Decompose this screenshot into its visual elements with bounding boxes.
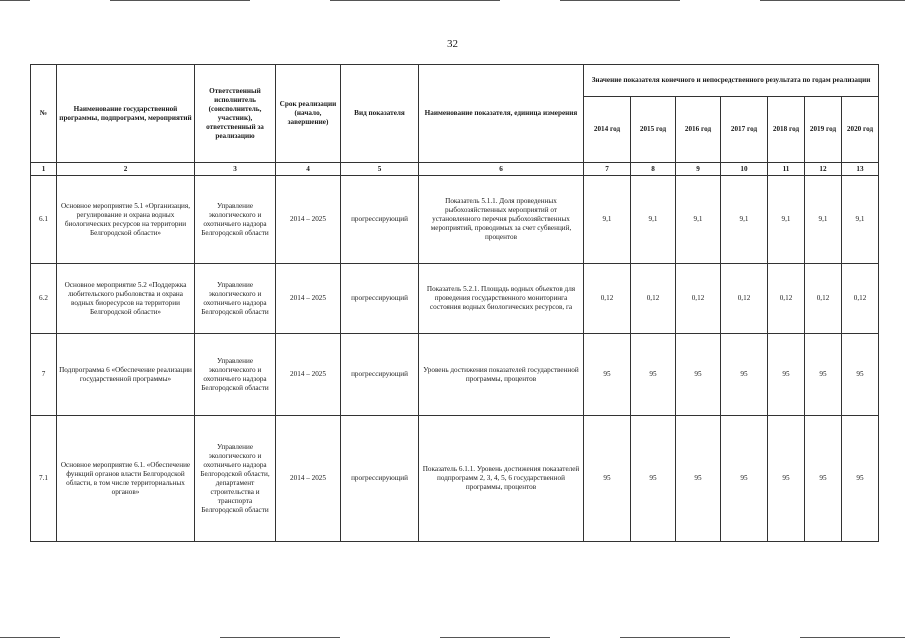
row-value: 95 (676, 416, 721, 542)
table-row (31, 416, 879, 542)
row-value: 9,1 (676, 176, 721, 264)
table-row (31, 334, 879, 416)
row-type: прогрессирующий (341, 334, 419, 416)
row-value: 95 (842, 416, 879, 542)
header-indicator: Наименование показателя, единица измерения (419, 65, 584, 163)
row-term: 2014 – 2025 (276, 416, 341, 542)
header-year: 2016 год (676, 97, 721, 163)
header-year: 2017 год (721, 97, 768, 163)
row-value: 0,12 (805, 264, 842, 334)
header-values-group: Значение показателя конечного и непосредственного результата по годам реализации (584, 65, 879, 97)
column-number: 9 (676, 163, 721, 176)
header-year: 2019 год (805, 97, 842, 163)
scan-edge-line (110, 0, 250, 1)
header-year: 2018 год (768, 97, 805, 163)
scan-edge-line (620, 637, 730, 638)
scan-edge-line (220, 637, 340, 638)
column-number: 10 (721, 163, 768, 176)
row-type: прогрессирующий (341, 176, 419, 264)
scan-edge-line (800, 637, 905, 638)
row-value: 9,1 (842, 176, 879, 264)
row-value: 95 (676, 334, 721, 416)
row-indicator: Показатель 5.2.1. Площадь водных объектов для проведения государственного мониторинга состояния водных биологических ресурсов, га (419, 264, 584, 334)
row-value: 95 (805, 334, 842, 416)
row-responsible: Управление экологического и охотничьего надзора Белгородской области (195, 334, 276, 416)
column-number: 3 (195, 163, 276, 176)
row-value: 95 (768, 416, 805, 542)
header-year: 2015 год (631, 97, 676, 163)
row-value: 95 (721, 334, 768, 416)
row-type: прогрессирующий (341, 264, 419, 334)
row-term: 2014 – 2025 (276, 264, 341, 334)
header-row (31, 65, 879, 97)
row-name: Основное мероприятие 5.1 «Организация, регулирование и охрана водных биологических ресурсов на территории Белгородской области» (57, 176, 195, 264)
scan-edge-line (440, 637, 550, 638)
column-number: 4 (276, 163, 341, 176)
row-value: 95 (721, 416, 768, 542)
scan-edge-line (0, 0, 30, 1)
column-number: 1 (31, 163, 57, 176)
column-number: 5 (341, 163, 419, 176)
row-value: 95 (631, 334, 676, 416)
scan-edge-line (760, 0, 905, 1)
row-type: прогрессирующий (341, 416, 419, 542)
row-name: Основное мероприятие 6.1. «Обеспечение функций органов власти Белгородской области, в том числе территориальных органов» (57, 416, 195, 542)
column-number: 13 (842, 163, 879, 176)
scan-edge-line (560, 0, 680, 1)
table-row (31, 264, 879, 334)
header-responsible: Ответственный исполнитель (соисполнитель, участник), ответственный за реализацию (195, 65, 276, 163)
scan-edge-line (0, 637, 60, 638)
column-number: 8 (631, 163, 676, 176)
row-num: 6.1 (31, 176, 57, 264)
column-number: 11 (768, 163, 805, 176)
row-value: 9,1 (768, 176, 805, 264)
header-num: № (31, 65, 57, 163)
row-responsible: Управление экологического и охотничьего надзора Белгородской области (195, 176, 276, 264)
row-responsible: Управление экологического и охотничьего надзора Белгородской области, департамент строительства и транспорта Белгородской области (195, 416, 276, 542)
column-number: 7 (584, 163, 631, 176)
row-num: 6.2 (31, 264, 57, 334)
row-indicator: Показатель 5.1.1. Доля проведенных рыбохозяйственных мероприятий от установленного перечня рыбохозяйственных мероприятий, проводимых за счет субвенций, процентов (419, 176, 584, 264)
row-num: 7.1 (31, 416, 57, 542)
row-term: 2014 – 2025 (276, 334, 341, 416)
row-value: 0,12 (768, 264, 805, 334)
row-name: Подпрограмма 6 «Обеспечение реализации государственной программы» (57, 334, 195, 416)
row-value: 0,12 (721, 264, 768, 334)
row-indicator: Уровень достижения показателей государственной программы, процентов (419, 334, 584, 416)
header-name: Наименование государственной программы, подпрограмм, мероприятий (57, 65, 195, 163)
header-year: 2014 год (584, 97, 631, 163)
row-value: 95 (584, 416, 631, 542)
column-number: 6 (419, 163, 584, 176)
header-term: Срок реализации (начало, завершение) (276, 65, 341, 163)
column-numbers-row (31, 163, 879, 176)
row-value: 95 (805, 416, 842, 542)
scan-edge-line (330, 0, 500, 1)
row-value: 9,1 (805, 176, 842, 264)
row-value: 0,12 (584, 264, 631, 334)
row-num: 7 (31, 334, 57, 416)
column-number: 2 (57, 163, 195, 176)
table-row (31, 176, 879, 264)
row-value: 95 (631, 416, 676, 542)
row-value: 9,1 (584, 176, 631, 264)
indicators-table (30, 64, 879, 542)
row-indicator: Показатель 6.1.1. Уровень достижения показателей подпрограмм 2, 3, 4, 5, 6 государственной программы, процентов (419, 416, 584, 542)
row-value: 95 (584, 334, 631, 416)
row-term: 2014 – 2025 (276, 176, 341, 264)
row-value: 95 (768, 334, 805, 416)
header-year: 2020 год (842, 97, 879, 163)
row-name: Основное мероприятие 5.2 «Поддержка любительского рыболовства и охрана водных биоресурсов на территории Белгородской области» (57, 264, 195, 334)
row-value: 0,12 (631, 264, 676, 334)
row-value: 0,12 (842, 264, 879, 334)
row-value: 9,1 (631, 176, 676, 264)
header-type: Вид показателя (341, 65, 419, 163)
column-number: 12 (805, 163, 842, 176)
row-value: 0,12 (676, 264, 721, 334)
row-value: 95 (842, 334, 879, 416)
row-responsible: Управление экологического и охотничьего надзора Белгородской области (195, 264, 276, 334)
page-number: 32 (447, 38, 458, 50)
row-value: 9,1 (721, 176, 768, 264)
